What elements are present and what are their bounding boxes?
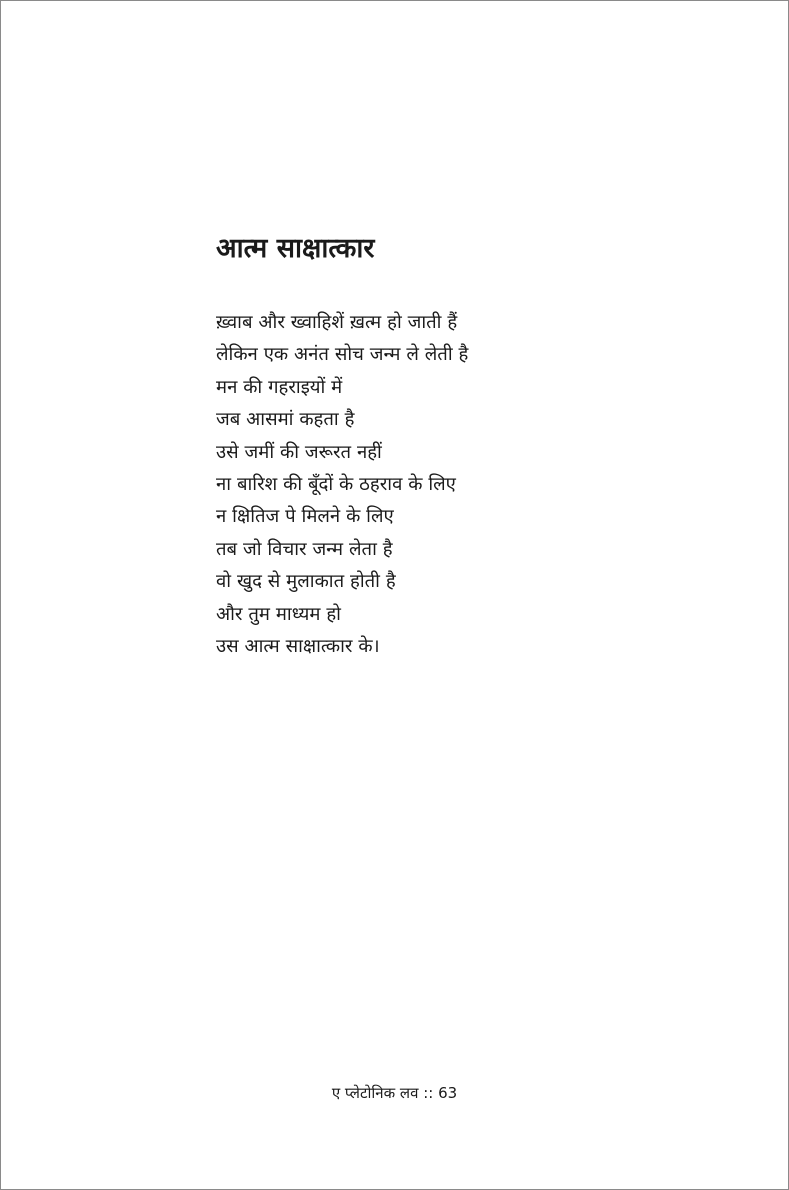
poem-body <box>216 307 468 663</box>
poem-title: आत्म साक्षात्कार <box>216 233 375 264</box>
poem-line: उस आत्म साक्षात्कार के। <box>216 635 380 657</box>
poem-line: और तुम माध्यम हो <box>216 603 341 625</box>
poem-line: उसे जमीं की जरूरत नहीं <box>216 441 382 463</box>
poem-line: तब जो विचार जन्म लेता है <box>216 538 393 560</box>
page-number: 63 <box>438 1084 458 1102</box>
page-footer <box>1 1081 788 1105</box>
poem-line: मन की गहराइयों में <box>216 376 343 398</box>
poem-line: लेकिन एक अनंत सोच जन्म ले लेती है <box>216 344 469 366</box>
poem-line: न क्षितिज पे मिलने के लिए <box>216 506 394 528</box>
poem-line: ख़्वाब और ख्वाहिशें ख़त्म हो जाती हैं <box>216 312 458 333</box>
poem-line: जब आसमां कहता है <box>216 409 355 431</box>
poem-line: ना बारिश की बूँदों के ठहराव के लिए <box>216 473 456 495</box>
poem-line: वो खुद से मुलाकात होती है <box>216 571 396 593</box>
footer-separator: :: <box>423 1084 434 1102</box>
footer-book-title: ए प्लेटोनिक लव <box>331 1084 419 1102</box>
